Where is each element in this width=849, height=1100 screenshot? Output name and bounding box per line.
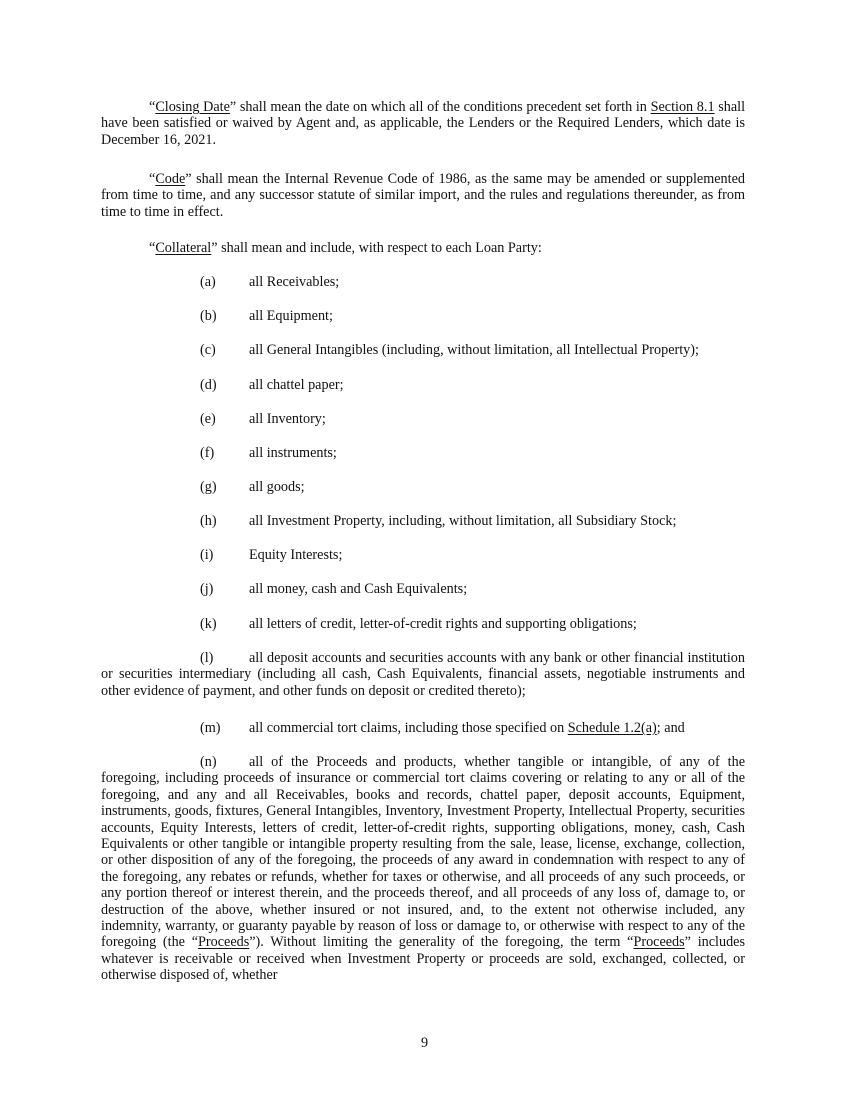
item-label: (j) bbox=[200, 581, 214, 597]
item-text: all Investment Property, including, without limitation, all Subsidiary Stock; bbox=[249, 513, 677, 529]
item-label: (h) bbox=[200, 513, 217, 529]
item-label: (a) bbox=[200, 274, 216, 290]
section-reference: Section 8.1 bbox=[650, 99, 715, 115]
defined-term-proceeds: Proceeds bbox=[633, 934, 685, 951]
item-text: all goods; bbox=[249, 479, 305, 495]
item-label: (e) bbox=[200, 411, 216, 427]
collateral-item bbox=[200, 342, 745, 358]
definition-code: “Code” shall mean the Internal Revenue Code of 1986, as the same may be amended or supplemented from time to time, and any successor statute of similar import, and the rules and regulations thereunder, as from time to time in effect. bbox=[101, 171, 745, 220]
item-label: (g) bbox=[200, 479, 217, 495]
item-text: all Equipment; bbox=[249, 308, 333, 324]
item-text: all deposit accounts and securities accounts with any bank or other financial institution or securities intermediary (including all cash, Cash Equivalents, financial assets, negotiable instruments and other evidence of payment, and other funds on deposit or credited thereto); bbox=[101, 650, 745, 699]
item-label: (l) bbox=[200, 650, 214, 666]
defined-term-code: Code bbox=[155, 171, 186, 187]
collateral-item bbox=[200, 581, 745, 597]
item-label: (m) bbox=[200, 720, 221, 736]
collateral-item bbox=[200, 274, 745, 290]
item-text: all letters of credit, letter-of-credit rights and supporting obligations; bbox=[249, 616, 637, 632]
item-text: all General Intangibles (including, without limitation, all Intellectual Property); bbox=[249, 342, 699, 358]
collateral-item-commercial-tort-claims: (m) all commercial tort claims, including those specified on Schedule 1.2(a); and bbox=[200, 720, 685, 736]
item-text: all instruments; bbox=[249, 445, 337, 461]
defined-term-closing-date: Closing Date bbox=[155, 99, 230, 115]
item-label: (i) bbox=[200, 547, 214, 563]
item-text: all Inventory; bbox=[249, 411, 326, 427]
item-label: (d) bbox=[200, 377, 217, 393]
collateral-item bbox=[200, 479, 745, 495]
item-text: Equity Interests; bbox=[249, 547, 343, 563]
definition-closing-date: “Closing Date” shall mean the date on which all of the conditions precedent set forth in Section 8.1 shall have been satisfied or waived by Agent and, as applicable, the Lenders or the Required Lenders, which date is December 16, 2021. bbox=[101, 99, 746, 148]
collateral-item bbox=[200, 411, 745, 427]
schedule-reference: Schedule 1.2(a) bbox=[567, 720, 657, 736]
collateral-item bbox=[200, 547, 745, 563]
definition-collateral: “Collateral” shall mean and include, with respect to each Loan Party: bbox=[149, 240, 542, 256]
collateral-item-proceeds: (n) all of the Proceeds and products, whether tangible or intangible, of any of the foregoing, including proceeds of insurance or commercial tort claims covering or relating to any or all of the foregoing, and any and all Receivables, books and records, chattel paper, deposit accounts, Equipment, instruments, goods, fixtures, General Intangibles, Inventory, Investment Property, Intellectual Property, securities accounts, Equity Interests, letters of credit, letter-of-credit rights, supporting obligations, money, cash, Cash Equivalents or other tangible or intangible property resulting from the sale, lease, license, exchange, collection, or other disposition of any of the foregoing, the proceeds of any award in condemnation with respect to any of the foregoing, any rebates or refunds, whether for taxes or otherwise, and all proceeds of any such proceeds, or any portion thereof or interest therein, and the proceeds thereof, and all proceeds of any loss of, damage to, or destruction of the above, whether insured or not insured, and, to the extent not otherwise included, any indemnity, warranty, or guaranty payable by reason of loss or damage to, or otherwise with respect to any of the foregoing (the “Proceeds”). Without limiting the generality of the foregoing, the term “Proceeds” includes whatever is receivable or received when Investment Property or proceeds are sold, exchanged, collected, or otherwise disposed of, whether bbox=[101, 754, 745, 984]
item-label: (b) bbox=[200, 308, 217, 324]
collateral-item bbox=[200, 513, 745, 529]
collateral-item bbox=[200, 445, 745, 461]
defined-term-collateral: Collateral bbox=[155, 240, 212, 256]
collateral-item-deposit-accounts bbox=[101, 650, 745, 699]
defined-term-proceeds: Proceeds bbox=[198, 934, 250, 951]
collateral-item bbox=[200, 616, 745, 632]
item-text: all money, cash and Cash Equivalents; bbox=[249, 581, 468, 597]
item-text: all chattel paper; bbox=[249, 377, 344, 393]
page-number: 9 bbox=[420, 1035, 429, 1051]
item-label: (n) bbox=[200, 754, 217, 770]
item-label: (k) bbox=[200, 616, 217, 632]
item-text: all Receivables; bbox=[249, 274, 340, 290]
collateral-item bbox=[200, 308, 745, 324]
item-label: (f) bbox=[200, 445, 215, 461]
item-label: (c) bbox=[200, 342, 216, 358]
collateral-item bbox=[200, 377, 745, 393]
